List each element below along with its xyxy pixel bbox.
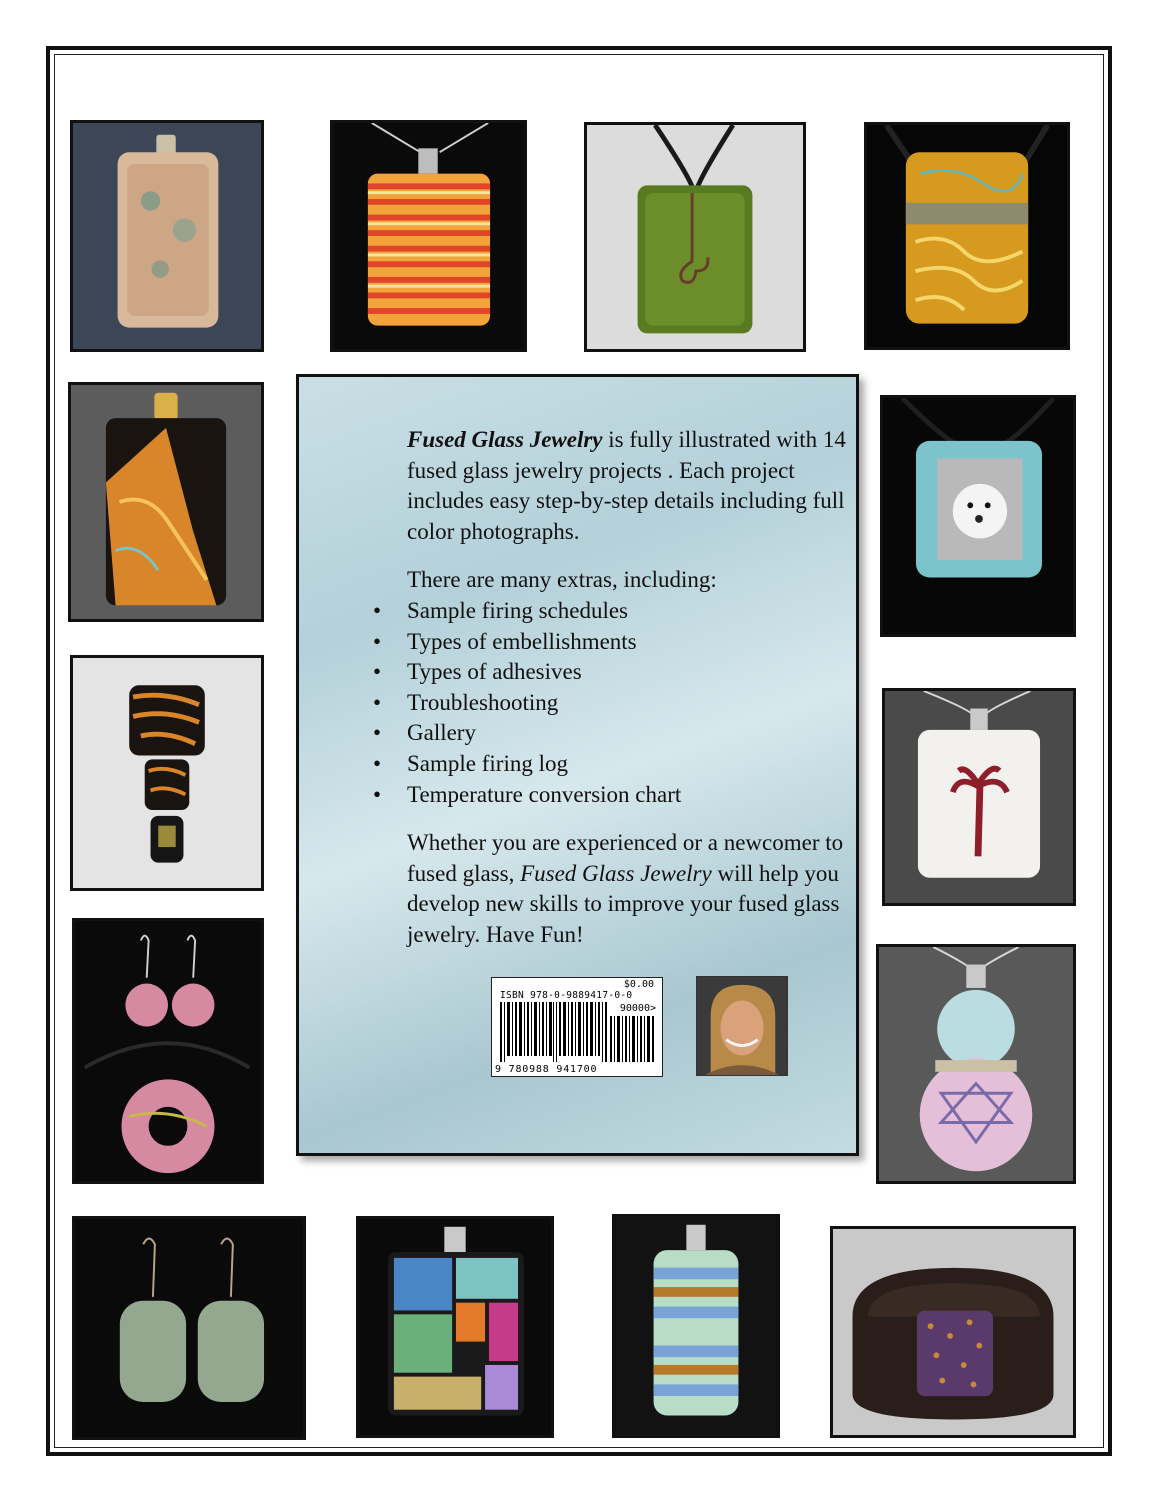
description-text bbox=[407, 425, 847, 951]
barcode-isbn: ISBN 978-0-9889417-0-0 bbox=[500, 990, 633, 1001]
closing-text-2: will help you develop new skills to improve your fused glass jewelry. Have Fun! bbox=[407, 860, 840, 947]
barcode-addon-bars-icon bbox=[610, 1016, 656, 1062]
list-item: • Sample firing schedules bbox=[407, 596, 847, 627]
photo-dichroic-mosaic-pendant bbox=[356, 1216, 554, 1438]
extras-list bbox=[407, 596, 847, 810]
closing-paragraph bbox=[407, 828, 847, 950]
list-item: • Temperature conversion chart bbox=[407, 780, 847, 811]
photo-leather-cuff-bracelet bbox=[830, 1226, 1076, 1438]
photo-pink-double-pendant bbox=[876, 944, 1076, 1184]
photo-blue-striped-pendant bbox=[612, 1214, 780, 1438]
book-title-inline: Fused Glass Jewelry bbox=[520, 860, 712, 886]
list-item: • Gallery bbox=[407, 718, 847, 749]
description-panel bbox=[296, 374, 859, 1156]
intro-paragraph bbox=[407, 425, 847, 547]
list-item: • Types of adhesives bbox=[407, 657, 847, 688]
barcode-bars-icon bbox=[500, 1002, 610, 1062]
photo-orange-striped-pendant bbox=[330, 120, 527, 352]
extras-lead: There are many extras, including: bbox=[407, 567, 717, 593]
barcode-number: 9 780988 941700 bbox=[495, 1064, 598, 1075]
list-item: • Types of embellishments bbox=[407, 627, 847, 658]
photo-green-earrings bbox=[72, 1216, 306, 1440]
list-item: • Sample firing log bbox=[407, 749, 847, 780]
isbn-barcode bbox=[491, 977, 663, 1077]
book-title-inline: Fused Glass Jewelry bbox=[407, 427, 603, 452]
photo-gold-rectangle-pendant bbox=[70, 120, 264, 352]
intro-text: is fully illustrated with 14 fused glass jewelry projects . Each project includes easy step-by-step details including full color photographs. bbox=[407, 427, 846, 544]
closing-text-1: Whether you are experienced or a newcomer to fused glass, bbox=[407, 830, 844, 886]
author-photo bbox=[696, 976, 788, 1076]
photo-palm-tree-pendant bbox=[882, 688, 1076, 906]
photo-three-stack-pendant bbox=[70, 655, 264, 891]
photo-pink-earrings-and-ring-pendant bbox=[72, 918, 264, 1184]
photo-green-pendant bbox=[584, 122, 806, 352]
photo-gold-dichroic-pendant bbox=[864, 122, 1070, 350]
barcode-price-code: 90000> bbox=[619, 1003, 656, 1014]
photo-black-gold-pendant bbox=[68, 382, 264, 622]
list-item: • Troubleshooting bbox=[407, 688, 847, 719]
barcode-price: $0.00 bbox=[623, 979, 654, 990]
photo-dog-portrait-pendant bbox=[880, 395, 1076, 637]
